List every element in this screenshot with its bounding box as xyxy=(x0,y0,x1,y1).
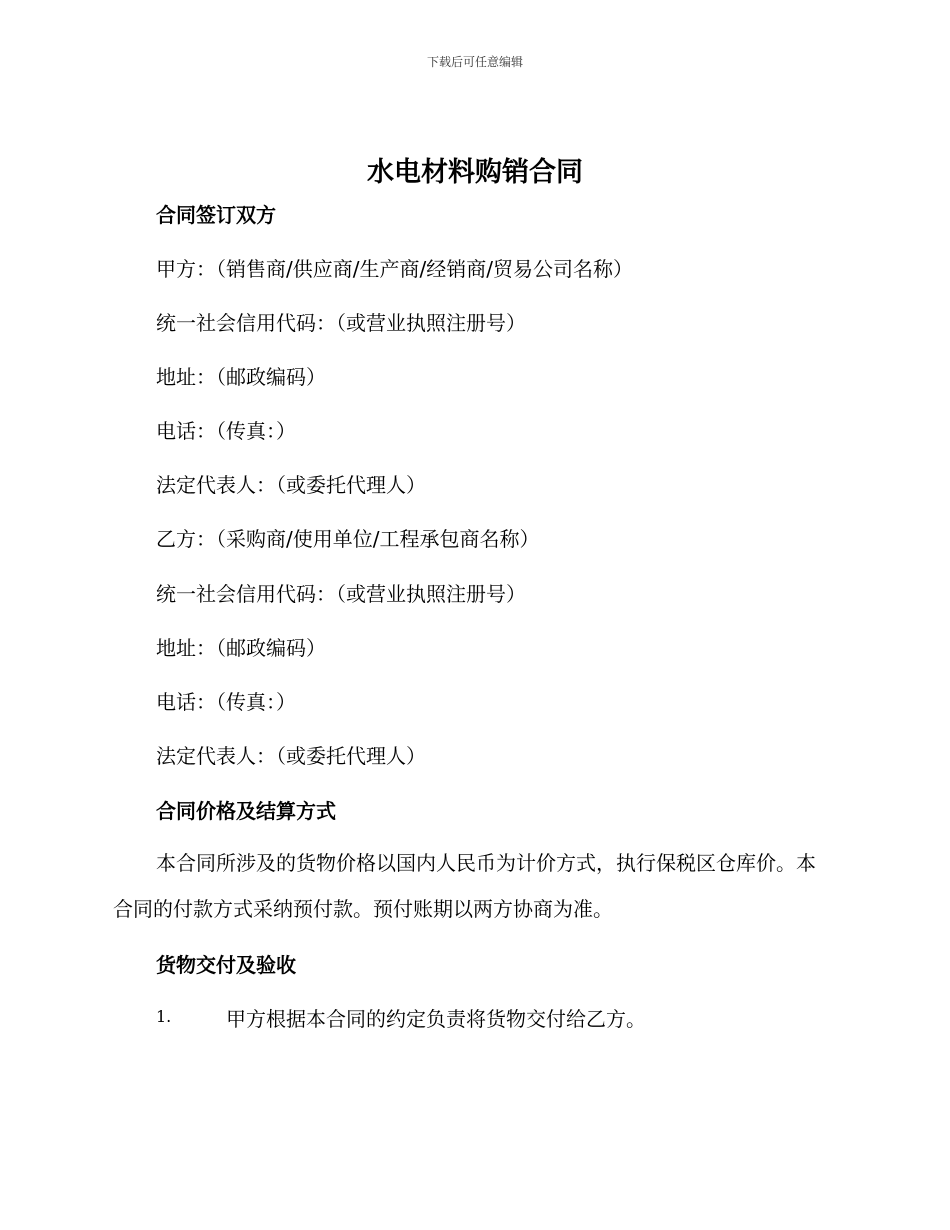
price-paragraph-text: 本合同所涉及的货物价格以国内人民币为计价方式，执行保税区仓库价。本合同的付款方式采纳预付款。预付账期以两方协商为准。 xyxy=(113,851,816,921)
price-paragraph xyxy=(113,840,833,932)
section-heading-parties: 合同签订双方 xyxy=(156,203,276,227)
party-a-address: 地址：（邮政编码） xyxy=(156,365,326,389)
page-header-note: 下载后可任意编辑 xyxy=(426,55,523,69)
section-heading-delivery: 货物交付及验收 xyxy=(156,953,296,977)
party-b-address: 地址：（邮政编码） xyxy=(156,636,326,660)
party-b-representative: 法定代表人：（或委托代理人） xyxy=(156,744,426,768)
party-b-name: 乙方：（采购商/使用单位/工程承包商名称） xyxy=(156,527,540,551)
list-item-text: 甲方根据本合同的约定负责将货物交付给乙方。 xyxy=(226,1007,646,1031)
section-heading-price: 合同价格及结算方式 xyxy=(156,799,336,823)
party-a-credit-code: 统一社会信用代码：（或营业执照注册号） xyxy=(156,311,526,335)
party-a-representative: 法定代表人：（或委托代理人） xyxy=(156,473,426,497)
party-b-phone: 电话：（传真：） xyxy=(156,690,296,714)
document-title: 水电材料购销合同 xyxy=(367,157,583,188)
list-item-number: 1. xyxy=(156,1007,172,1026)
party-b-credit-code: 统一社会信用代码：（或营业执照注册号） xyxy=(156,582,526,606)
party-a-phone: 电话：（传真：） xyxy=(156,419,296,443)
party-a-name: 甲方：（销售商/供应商/生产商/经销商/贸易公司名称） xyxy=(156,257,633,281)
